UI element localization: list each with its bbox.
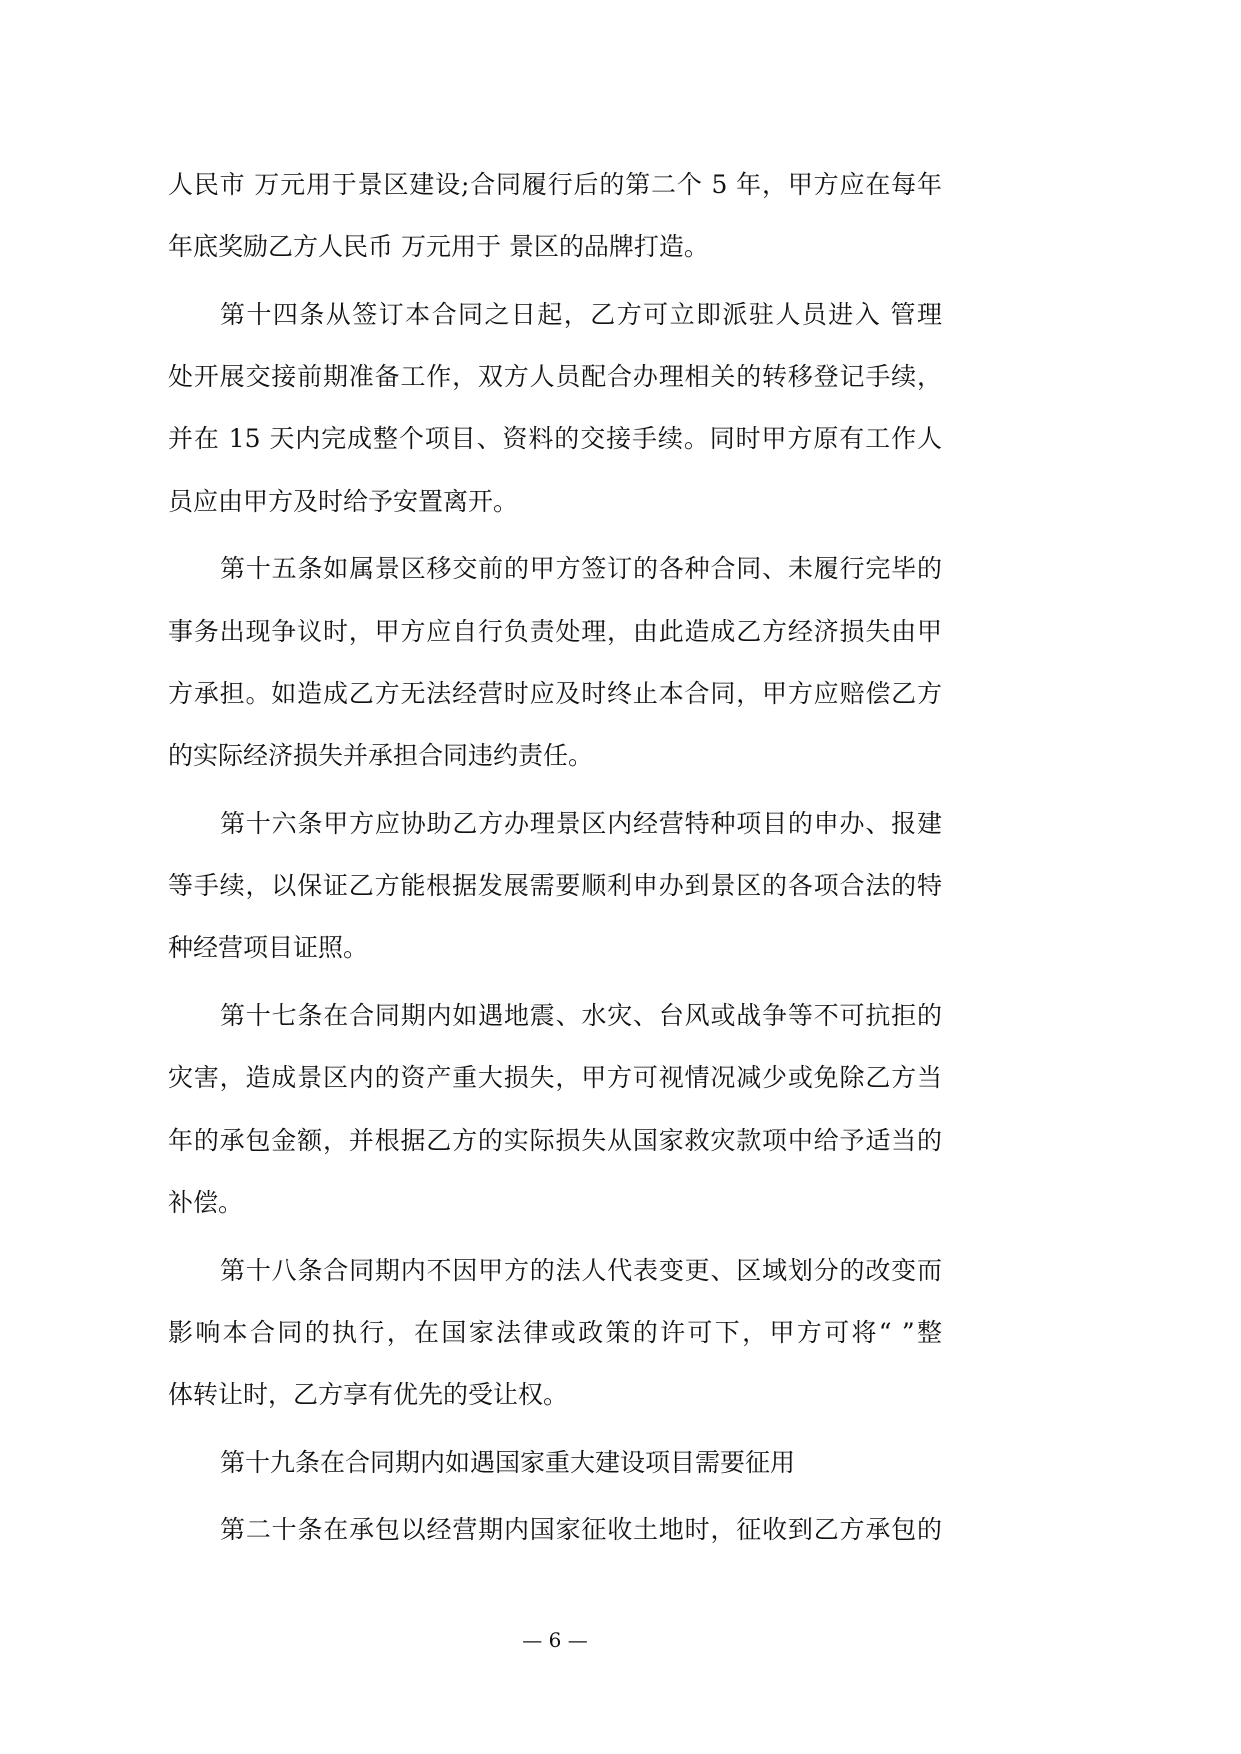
text-line: 事务出现争议时，甲方应自行负责处理，由此造成乙方经济损失由甲 bbox=[168, 616, 942, 646]
article-15 bbox=[168, 538, 942, 787]
text-line: 年底奖励乙方人民币 万元用于 景区的品牌打造。 bbox=[168, 232, 709, 262]
text-line: 影响本合同的执行，在国家法律或政策的许可下，甲方可将“ ”整 bbox=[168, 1317, 942, 1347]
text-line: 人民市 万元用于景区建设;合同履行后的第二个 5 年，甲方应在每年 bbox=[168, 170, 942, 199]
article-14 bbox=[168, 284, 942, 533]
text-line: 补偿。 bbox=[168, 1187, 244, 1217]
document-body bbox=[168, 154, 942, 1567]
text-line: 年的承包金额，并根据乙方的实际损失从国家救灾款项中给予适当的 bbox=[168, 1125, 942, 1155]
text-line: 第十五条如属景区移交前的甲方签订的各种合同、未履行完毕的 bbox=[220, 554, 942, 584]
article-20 bbox=[168, 1499, 942, 1561]
text-line: 第十六条甲方应协助乙方办理景区内经营特种项目的申办、报建 bbox=[220, 808, 942, 838]
article-18 bbox=[168, 1240, 942, 1427]
text-line: 体转让时，乙方享有优先的受让权。 bbox=[168, 1380, 569, 1410]
text-line: 第十七条在合同期内如遇地震、水灾、台风或战争等不可抗拒的 bbox=[220, 1001, 942, 1031]
text-line: 灾害，造成景区内的资产重大损失，甲方可视情况减少或免除乙方当 bbox=[168, 1063, 942, 1093]
text-line: 员应由甲方及时给予安置离开。 bbox=[168, 486, 519, 516]
text-line: 第十九条在合同期内如遇国家重大建设项目需要征用 bbox=[220, 1447, 796, 1477]
text-line: 种经营项目证照。 bbox=[168, 933, 369, 963]
text-line: 等手续，以保证乙方能根据发展需要顺利申办到景区的各项合法的特 bbox=[168, 871, 942, 901]
article-16 bbox=[168, 793, 942, 980]
text-line: 处开展交接前期准备工作，双方人员配合办理相关的转移登记手续， bbox=[168, 362, 942, 392]
text-line: 的实际经济损失并承担合同违约责任。 bbox=[168, 741, 594, 771]
text-line: 第十四条从签订本合同之日起，乙方可立即派驻人员进入 管理 bbox=[220, 299, 942, 329]
text-line: 第二十条在承包以经营期内国家征收土地时，征收到乙方承包的 bbox=[220, 1515, 942, 1545]
text-line: 并在 15 天内完成整个项目、资料的交接手续。同时甲方原有工作人 bbox=[168, 424, 942, 454]
paragraph-continuation bbox=[168, 154, 942, 279]
page-number: — 6 — bbox=[522, 1628, 588, 1652]
article-17 bbox=[168, 985, 942, 1234]
text-line: 方承担。如造成乙方无法经营时应及时终止本合同，甲方应赔偿乙方 bbox=[168, 678, 942, 708]
text-line: 第十八条合同期内不因甲方的法人代表变更、区域划分的改变而 bbox=[220, 1255, 942, 1285]
article-19 bbox=[168, 1432, 942, 1494]
